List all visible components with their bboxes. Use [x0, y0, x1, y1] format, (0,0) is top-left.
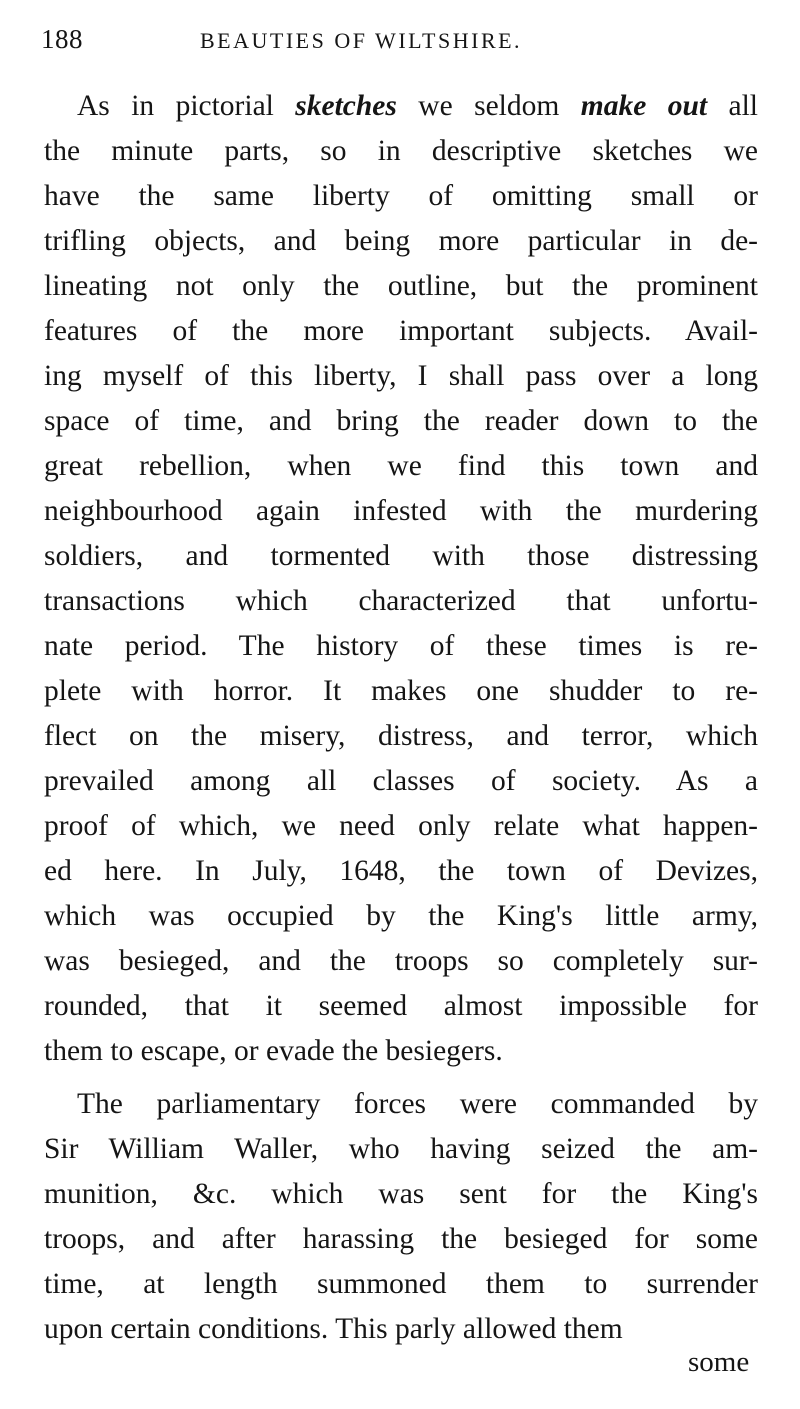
text-run: all: [707, 90, 758, 122]
text-run: plete with horror. It makes one shudder to re-: [44, 675, 758, 707]
text-run: As in pictorial: [77, 90, 296, 122]
text-run: time, at length summoned them to surrender: [44, 1268, 758, 1300]
text-run: transactions which characterized that unfortu-: [44, 585, 758, 617]
text-run: ed here. In July, 1648, the town of Devizes,: [44, 855, 758, 887]
text-run: munition, &c. which was sent for the King's: [44, 1178, 758, 1210]
paragraph: [44, 84, 758, 1074]
text-run: soldiers, and tormented with those distressing: [44, 540, 758, 572]
text-line: [44, 309, 758, 354]
text-line: [44, 264, 758, 309]
text-run: Sir William Waller, who having seized the am-: [44, 1133, 758, 1165]
text-line: [44, 624, 758, 669]
text-line: [44, 1217, 758, 1262]
text-run: great rebellion, when we find this town and: [44, 450, 758, 482]
text-run: proof of which, we need only relate what happen-: [44, 810, 758, 842]
text-run: trifling objects, and being more particular in de-: [44, 225, 758, 257]
text-run: nate period. The history of these times is re-: [44, 630, 758, 662]
text-line: [44, 129, 758, 174]
text-line: [44, 84, 758, 129]
text-line: [44, 939, 758, 984]
catchword: some: [688, 1346, 750, 1378]
italic-phrase: sketches: [295, 90, 397, 122]
text-run: them to escape, or evade the besiegers.: [44, 1035, 503, 1067]
text-run: rounded, that it seemed almost impossible for: [44, 990, 758, 1022]
text-line: [44, 1082, 758, 1127]
text-run: troops, and after harassing the besieged for some: [44, 1223, 758, 1255]
text-line: [44, 354, 758, 399]
text-run: The parliamentary forces were commanded by: [77, 1088, 758, 1120]
paragraph-gap: [44, 1074, 758, 1082]
running-head: BEAUTIES OF WILTSHIRE.: [200, 28, 523, 53]
text-line: [44, 669, 758, 714]
text-run: the minute parts, so in descriptive sketches we: [44, 135, 758, 167]
text-line: [44, 399, 758, 444]
text-run: lineating not only the outline, but the prominent: [44, 270, 758, 302]
text-line: [44, 1262, 758, 1307]
text-run: which was occupied by the King's little army,: [44, 900, 758, 932]
text-line: [44, 174, 758, 219]
text-run: neighbourhood again infested with the murdering: [44, 495, 758, 527]
text-run: ing myself of this liberty, I shall pass over a long: [44, 360, 758, 392]
text-line: [44, 804, 758, 849]
text-line: [44, 759, 758, 804]
text-line: [44, 894, 758, 939]
text-line: [44, 849, 758, 894]
paragraph: [44, 1082, 758, 1352]
text-run: upon certain conditions. This parly allowed them: [44, 1313, 623, 1345]
text-line: [44, 489, 758, 534]
text-run: have the same liberty of omitting small or: [44, 180, 758, 212]
text-line: [44, 714, 758, 759]
text-run: was besieged, and the troops so completely sur-: [44, 945, 758, 977]
text-line: [44, 444, 758, 489]
page-number: 188: [41, 24, 83, 54]
text-run: prevailed among all classes of society. As a: [44, 765, 758, 797]
text-line: [44, 219, 758, 264]
italic-phrase: make out: [580, 90, 708, 122]
text-line: [44, 1172, 758, 1217]
text-line: [44, 984, 758, 1029]
text-run: we seldom: [396, 90, 581, 122]
text-line: [44, 579, 758, 624]
text-line: [44, 1127, 758, 1172]
text-run: flect on the misery, distress, and terror, which: [44, 720, 758, 752]
page-header: [41, 24, 761, 64]
text-line: [44, 1307, 758, 1352]
body-text: [44, 84, 758, 1352]
text-line: [44, 534, 758, 579]
text-line: [44, 1029, 758, 1074]
text-run: features of the more important subjects. Avail-: [44, 315, 758, 347]
text-run: space of time, and bring the reader down to the: [44, 405, 758, 437]
